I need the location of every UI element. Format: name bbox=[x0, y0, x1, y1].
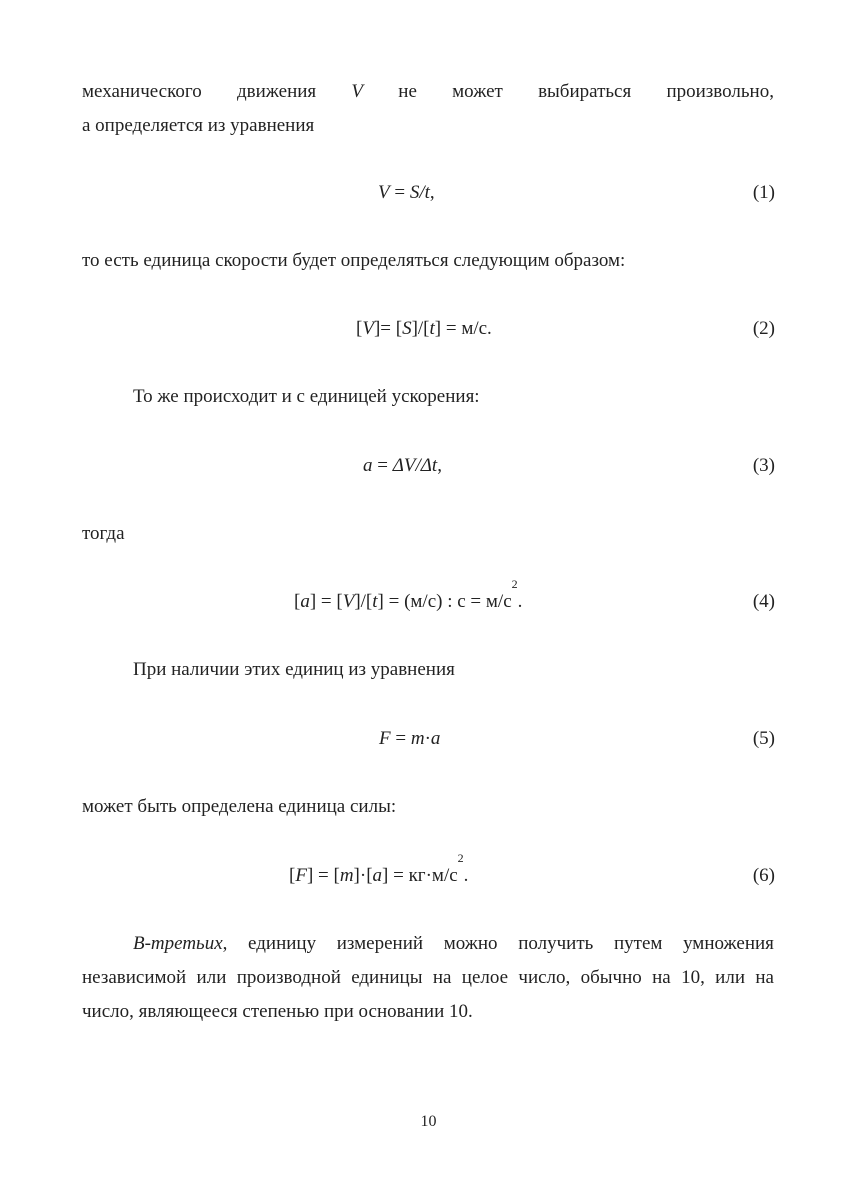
eq-text: ]= [ bbox=[373, 318, 403, 339]
eq-text: ] = кг·м/с bbox=[382, 865, 458, 886]
eq-text: [ bbox=[356, 318, 363, 339]
eq-text: / bbox=[419, 182, 425, 203]
eq-exponent: 2 bbox=[511, 577, 518, 591]
eq-symbol: Δt bbox=[420, 455, 438, 476]
eq-symbol: m bbox=[339, 865, 354, 886]
eq-symbol: a bbox=[372, 865, 383, 886]
eq-text: = bbox=[389, 182, 410, 203]
word: на bbox=[432, 967, 452, 988]
eq-text: ] = [ bbox=[309, 591, 343, 612]
word: не bbox=[398, 81, 417, 102]
equation-3 bbox=[363, 454, 442, 478]
eq-symbol: S bbox=[402, 318, 412, 339]
word: произвольно, bbox=[666, 81, 774, 102]
equation-1 bbox=[378, 181, 435, 205]
word: или bbox=[715, 967, 745, 988]
eq-text: [ bbox=[294, 591, 301, 612]
eq-symbol: t bbox=[429, 318, 435, 339]
eq-symbol: F bbox=[295, 865, 307, 886]
equation-3-number: (3) bbox=[752, 455, 775, 476]
eq-symbol: V bbox=[342, 591, 355, 612]
eq-symbol: V bbox=[362, 318, 374, 339]
eq-symbol: S bbox=[409, 182, 420, 203]
paragraph-5: При наличии этих единиц из уравнения bbox=[133, 659, 455, 680]
word: В-третьих, bbox=[133, 933, 228, 954]
eq-symbol: F bbox=[379, 728, 391, 749]
word: независимой bbox=[82, 967, 187, 988]
word: производной bbox=[236, 967, 341, 988]
word: умножения bbox=[683, 933, 774, 954]
word: на bbox=[755, 967, 774, 988]
eq-symbol: m bbox=[410, 728, 425, 749]
eq-text: ] = [ bbox=[306, 865, 340, 886]
paragraph-7-line-3: число, являющееся степенью при основании 10. bbox=[82, 1001, 473, 1022]
word: единицы bbox=[351, 967, 423, 988]
word: 10, bbox=[681, 967, 705, 988]
paragraph-1-line-2: а определяется из уравнения bbox=[82, 115, 315, 136]
equation-6-number: (6) bbox=[752, 865, 775, 886]
eq-text: = bbox=[390, 728, 411, 749]
equation-6 bbox=[289, 851, 469, 888]
equation-1-number: (1) bbox=[752, 182, 775, 203]
eq-text: , bbox=[437, 455, 442, 476]
equation-5-number: (5) bbox=[752, 728, 775, 749]
eq-text: , bbox=[429, 182, 435, 203]
eq-text: · bbox=[424, 728, 431, 749]
paragraph-7-line-1 bbox=[133, 932, 774, 956]
word: выбираться bbox=[538, 81, 632, 102]
eq-symbol: t bbox=[424, 182, 430, 203]
eq-text: [ bbox=[289, 865, 296, 886]
paragraph-6: может быть определена единица силы: bbox=[82, 796, 397, 817]
eq-text: ]/[ bbox=[354, 591, 373, 612]
page-number: 10 bbox=[420, 1113, 437, 1130]
word: можно bbox=[443, 933, 498, 954]
equation-2-number: (2) bbox=[752, 318, 775, 339]
word: может bbox=[452, 81, 503, 102]
eq-exponent: 2 bbox=[457, 851, 464, 865]
word: обычно bbox=[580, 967, 642, 988]
eq-symbol: t bbox=[372, 591, 378, 612]
paragraph-4: тогда bbox=[82, 523, 125, 544]
paragraph-3: То же происходит и с единицей ускорения: bbox=[133, 386, 480, 407]
word: измерений bbox=[336, 933, 424, 954]
word: V bbox=[351, 81, 364, 102]
eq-text: ]·[ bbox=[353, 865, 373, 886]
eq-symbol: V bbox=[378, 182, 390, 203]
eq-symbol: ΔV bbox=[392, 455, 416, 476]
word: целое bbox=[461, 967, 509, 988]
eq-text: ] = (м/с) : с = м/с bbox=[377, 591, 512, 612]
equation-4 bbox=[294, 577, 523, 614]
paragraph-1-line-1 bbox=[82, 80, 774, 104]
word: на bbox=[652, 967, 671, 988]
paragraph-7-line-2 bbox=[82, 966, 774, 990]
word: число, bbox=[518, 967, 571, 988]
eq-text: . bbox=[463, 865, 469, 886]
word: единицу bbox=[248, 933, 317, 954]
eq-symbol: a bbox=[363, 455, 373, 476]
equation-4-number: (4) bbox=[752, 591, 775, 612]
equation-5 bbox=[379, 727, 440, 751]
word: механического bbox=[82, 81, 202, 102]
paragraph-2: то есть единица скорости будет определяться следующим образом: bbox=[82, 250, 626, 271]
word: или bbox=[196, 967, 227, 988]
eq-text: ] = м/с. bbox=[434, 318, 492, 339]
word: путем bbox=[613, 933, 663, 954]
eq-symbol: a bbox=[430, 728, 441, 749]
eq-text: ]/[ bbox=[411, 318, 430, 339]
eq-text: / bbox=[415, 455, 421, 476]
emphasis: В-третьих bbox=[133, 933, 223, 954]
eq-symbol: a bbox=[300, 591, 310, 612]
eq-text: . bbox=[517, 591, 523, 612]
equation-2 bbox=[356, 317, 492, 341]
eq-text: = bbox=[372, 455, 393, 476]
word: получить bbox=[518, 933, 594, 954]
word: движения bbox=[236, 81, 317, 102]
